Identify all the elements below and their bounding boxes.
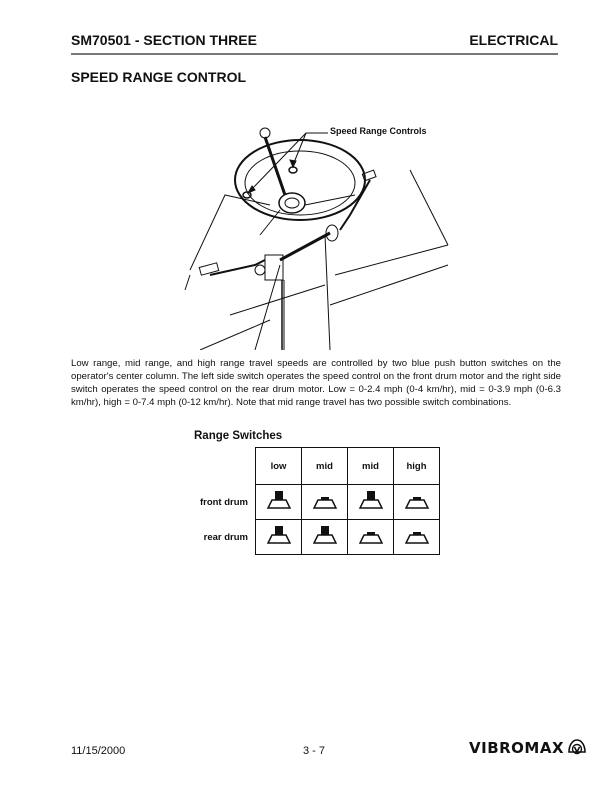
column-header: high xyxy=(394,448,440,485)
column-header: low xyxy=(256,448,302,485)
header-chapter: ELECTRICAL xyxy=(469,32,558,48)
row-label-rear-drum: rear drum xyxy=(203,532,248,543)
page-header xyxy=(71,31,558,55)
steering-column-illustration xyxy=(180,115,450,350)
brand-name: VIBROMAX xyxy=(469,739,565,757)
switch-down-icon xyxy=(313,490,337,510)
brand-logo xyxy=(469,738,587,758)
switch-up-icon xyxy=(267,525,291,545)
switch-up-icon xyxy=(313,525,337,545)
vibromax-emblem-icon xyxy=(567,738,587,758)
header-manual-section: SM70501 - SECTION THREE xyxy=(71,32,257,48)
table-row-front-drum xyxy=(256,485,440,520)
description-paragraph: Low range, mid range, and high range travel speeds are controlled by two blue push button switches on the operator's center column. The left side switch operates the speed control on the front drum motor and the right side switch operates the speed control on the rear drum motor. Low = 0-2.4 mph (0-4 km/hr), mid = 0-3.9 mph (0-6.3 km/hr), high = 0-7.4 mph (0-12 km/hr). Note that mid range travel has two possible switch combinations. xyxy=(71,358,561,408)
range-switches-table xyxy=(255,447,440,555)
switch-up-icon xyxy=(267,490,291,510)
row-label-front-drum: front drum xyxy=(199,497,248,508)
figure-callout-label: Speed Range Controls xyxy=(330,126,427,136)
switch-down-icon xyxy=(405,525,429,545)
section-title: SPEED RANGE CONTROL xyxy=(71,69,247,85)
switch-down-icon xyxy=(405,490,429,510)
column-header: mid xyxy=(348,448,394,485)
footer-date: 11/15/2000 xyxy=(71,745,126,757)
column-header: mid xyxy=(302,448,348,485)
table-row-rear-drum xyxy=(256,520,440,555)
switch-up-icon xyxy=(359,490,383,510)
switch-down-icon xyxy=(359,525,383,545)
range-switches-title: Range Switches xyxy=(194,430,283,442)
footer-page-number: 3 - 7 xyxy=(303,745,326,757)
